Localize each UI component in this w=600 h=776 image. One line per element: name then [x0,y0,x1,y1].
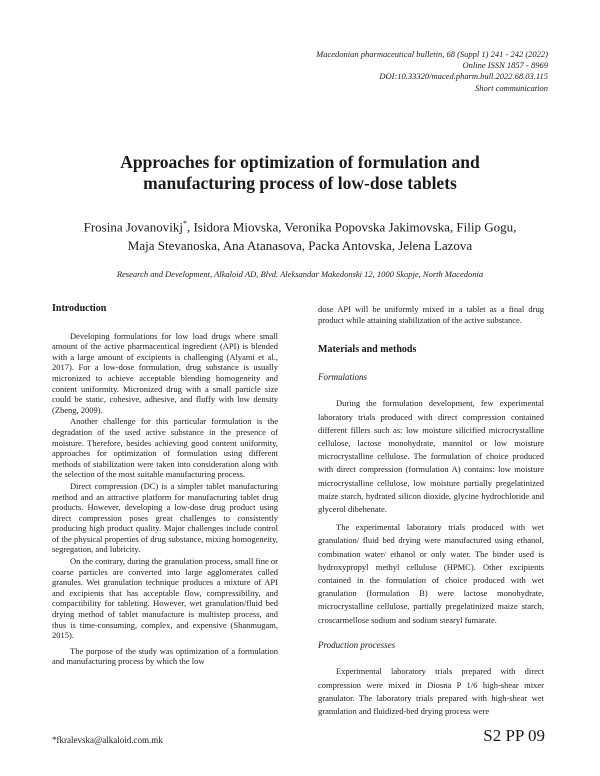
title-line-2: manufacturing process of low-dose tablets [143,173,457,193]
affiliation: Research and Development, Alkaloid AD, Blvd. Aleksandar Makedonski 12, 1000 Skopje, North Macedonia [116,269,484,279]
corresponding-mark: * [182,219,187,228]
intro-paragraph-3: Direct compression (DC) is a simpler tablet manufacturing method and an attractive platform for manufacturing tablet drug products. However, developing a low-dose drug product using direct compression poses great challenges to consistently producing high product quality. Major challenges include control of the physical properties of drug substance, mixing homogeneity, segregation, and lubricity. [52,480,278,555]
correspondence-email: *fkralevska@alkaloid.com.mk [52,735,163,745]
methods-heading: Materials and methods [318,344,417,356]
left-column [52,304,278,667]
journal-header [316,49,548,94]
right-column [318,304,544,718]
formulations-subheading: Formulations [318,371,368,382]
article-doi: DOI:10.33320/maced.pharm.bull.2022.68.03.115 [379,71,548,82]
intro-continuation: dose API will be uniformly mixed in a tablet as a final drug product while attaining stabilization of the active substance. [318,304,544,325]
article-title [0,152,600,194]
page-code: S2 PP 09 [483,726,545,745]
corresponding-author: Frosina Jovanovikj [83,219,183,235]
article-type: Short communication [475,82,548,93]
intro-paragraph-4: On the contrary, during the granulation process, small fine or coarse particles are converted into large agglomerates called granules. Wet granulation technique produces a mixture of API and excipients that has acceptable flow, compressibility, and compactibility for tableting. However, wet granulation/fluid bed drying method of tablet manufacture is multistep process, and thus is time-consuming, complex, and expensive (Shanmugam, 2015). [52,556,278,641]
production-subheading: Production processes [318,639,396,650]
introduction-heading: Introduction [52,303,107,314]
journal-issn: Online ISSN 1857 - 8969 [462,60,548,71]
author-list [40,214,560,255]
formulations-paragraph-2: The experimental laboratory trials produced with wet granulation/ fluid bed drying were manufactured using ethanol, combination water/ ethanol or only water. The binder used is hydroxypropyl methyl cellulose (HPMC). Other excipients contained in the formulation of choice produced with wet granulation (formulation B) were lactose monohydrate, microcrystalline cellulose, partially pregelatinized maize starch, croscarmellose sodium and sodium stearyl fumarate. [318,522,544,625]
intro-paragraph-2: Another challenge for this particular formulation is the degradation of the used active substance in the presence of moisture. Therefore, besides achieving good content uniformity, approaches for optimization of formulation using different methods of stabilization were taken into consideration along with the selection of the most suitable manufacturing process. [52,416,278,480]
production-paragraph-1: Experimental laboratory trials prepared with direct compression were mixed in Diosna P 1/6 high-shear mixer granulator. The laboratory trials prepared with high-shear wet granulation and fluidized-bed drying process were [318,666,544,717]
authors-line-1 [40,214,560,236]
authors-line-2: Maja Stevanoska, Ana Atanasova, Packa Antovska, Jelena Lazova [127,238,473,254]
journal-citation: Macedonian pharmaceutical bulletin, 68 (Suppl 1) 241 - 242 (2022) [316,49,548,59]
intro-paragraph-5: The purpose of the study was optimization of a formulation and manufacturing process by which the low [52,645,278,667]
intro-paragraph-1: Developing formulations for low load drugs where small amount of the active pharmaceutical ingredient (API) is blended with a large amount of excipients is challenging (Alyami et al., 2017). For a low-dose formulation, drug substance is usually micronized to achieve acceptable blending homogeneity and content uniformity. Micronized drug with a small particle size could be static, cohesive, adhesive, and fluffy with low density (Zheng, 2009). [52,330,278,415]
formulations-paragraph-1: During the formulation development, few experimental laboratory trials produced with direct compression contained different fillers such as: low moisture silicified microcrystalline cellulose, lactose monohydrate, mannitol or low moisture microcrystalline cellulose. The formulation of choice produced with direct compression (formulation A) contains: low moisture microcrystalline cellulose, low moisture partially pregelatinized maize starch, hydrated silicon dioxide, glycine hydrochloride and glycerol dibehenate. [318,398,544,514]
title-line-1: Approaches for optimization of formulation and [120,152,480,172]
authors-line-1-rest: , Isidora Miovska, Veronika Popovska Jakimovska, Filip Gogu, [186,219,517,235]
